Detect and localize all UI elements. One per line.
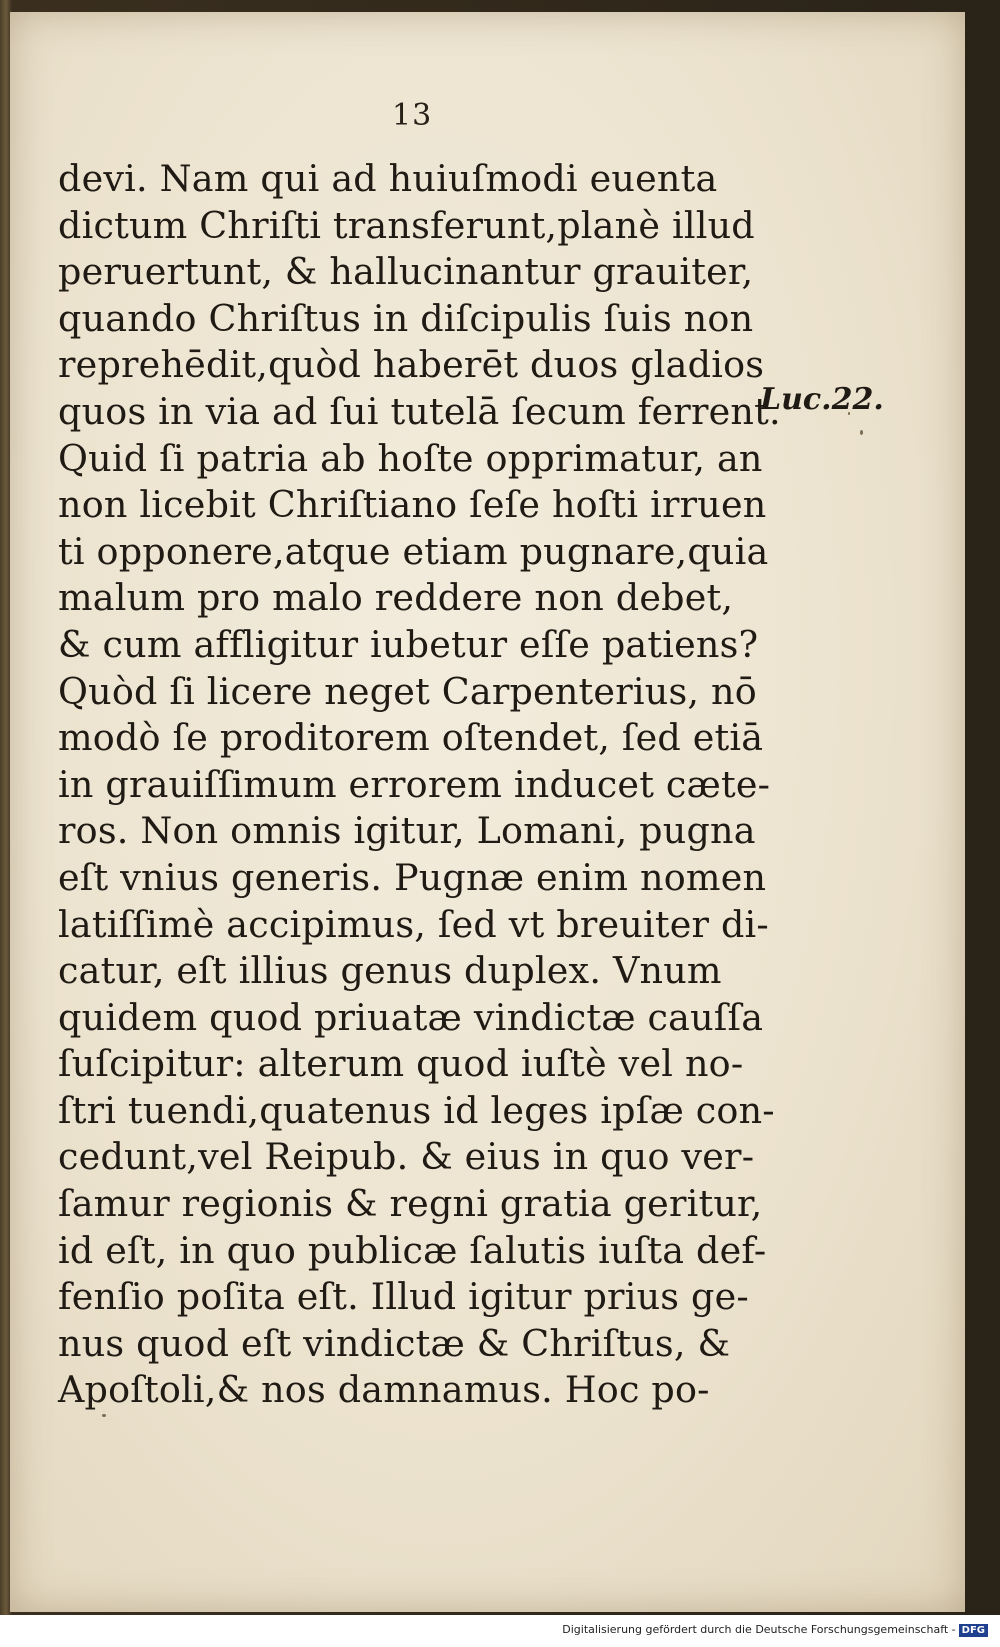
text-line: nus quod eſt vindictæ & Chriſtus, & [58,1321,731,1365]
text-line: Apoſtoli,& nos damnamus. Hoc po- [58,1368,710,1412]
footer-credit [562,1623,988,1637]
body-text [58,156,781,1414]
text-line: fenſio poſita eſt. Illud igitur prius ge- [58,1275,749,1319]
text-line: eſt vnius generis. Pugnæ enim nomen [58,855,767,899]
text-line: ti opponere,atque etiam pugnare,quia [58,529,769,573]
text-line: & cum affligitur iubetur eſſe patiens? [58,622,759,666]
margin-note: Luc.22. [760,382,884,417]
text-line: quando Chriſtus in diſcipulis ſuis non [58,296,754,340]
text-line: ſamur regionis & regni gratia geritur, [58,1182,763,1226]
page-number: 13 [392,98,433,133]
text-line: quidem quod priuatæ vindictæ cauſſa [58,995,764,1039]
page-speck [860,430,863,435]
text-line: Quòd ſi licere neget Carpenterius, nō [58,669,757,713]
text-line: peruertunt, & hallucinantur grauiter, [58,250,754,294]
text-line: dictum Chriſti transferunt,planè illud [58,203,755,247]
text-line: catur, eſt illius genus duplex. Vnum [58,949,722,993]
text-line: modò ſe proditorem oſtendet, ſed etiā [58,716,764,760]
page-speck [102,1414,106,1417]
footer-credit-text: Digitalisierung gefördert durch die Deutsche Forschungsgemeinschaft - [562,1623,956,1636]
footer-bar [0,1615,1000,1647]
dfg-logo: DFG [959,1624,988,1637]
text-line: malum pro malo reddere non debet, [58,576,734,620]
text-line: cedunt,vel Reipub. & eius in quo ver- [58,1135,755,1179]
text-line: ſtri tuendi,quatenus id leges ipſæ con- [58,1088,775,1132]
text-line: non licebit Chriſtiano ſeſe hoſti irruen [58,483,767,527]
text-line: in grauiſſimum errorem inducet cæte- [58,762,771,806]
text-line: reprehēdit,quòd haberēt duos gladios [58,343,765,387]
text-line: quos in via ad ſui tutelā ſecum ferrent. [58,389,781,433]
text-line: id eſt, in quo publicæ ſalutis iuſta def- [58,1228,767,1272]
text-line: devi. Nam qui ad huiuſmodi euenta [58,157,718,200]
text-line: Quid ſi patria ab hoſte opprimatur, an [58,436,763,480]
text-line: latiſſimè accipimus, ſed vt breuiter di- [58,902,769,946]
text-line: ſuſcipitur: alterum quod iuſtè vel no- [58,1042,744,1086]
text-line: ros. Non omnis igitur, Lomani, pugna [58,809,756,853]
